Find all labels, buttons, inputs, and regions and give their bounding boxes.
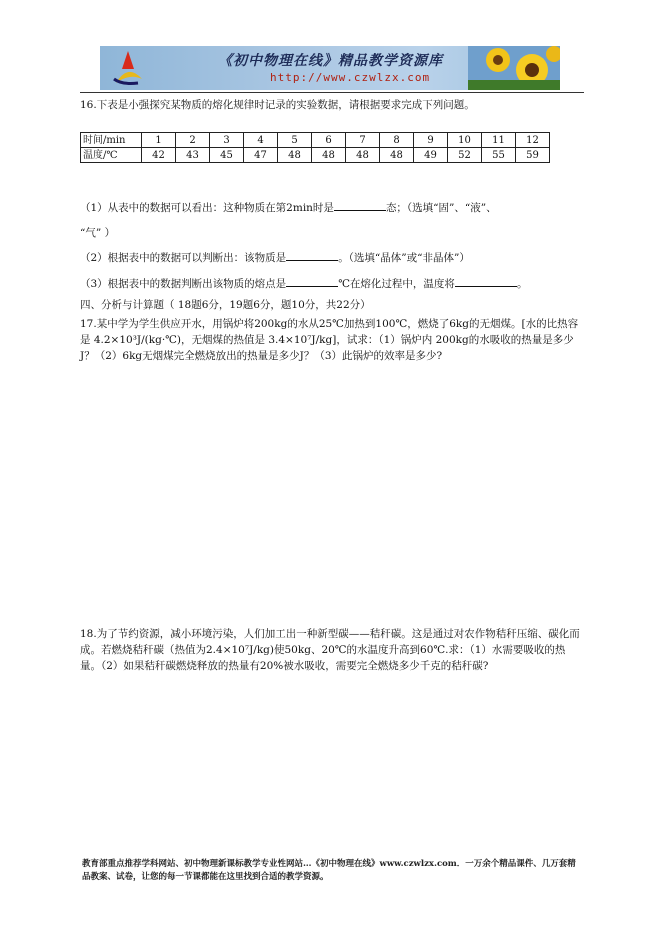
time-cell: 4 [244, 133, 278, 148]
sunflower-icon [468, 46, 560, 90]
temperature-cell: 45 [210, 148, 244, 163]
temperature-cell: 47 [244, 148, 278, 163]
table-row-time [81, 133, 550, 148]
header-rule [80, 92, 584, 93]
q16-sub2-text: （2）根据表中的数据可以判断出：该物质是 [80, 252, 287, 264]
time-cell: 7 [346, 133, 380, 148]
q16-sub1 [80, 200, 497, 215]
site-logo-icon [108, 49, 148, 87]
answer-blank[interactable] [455, 276, 517, 287]
time-cell: 9 [414, 133, 448, 148]
time-cell: 8 [380, 133, 414, 148]
time-cell: 6 [312, 133, 346, 148]
time-cell: 12 [516, 133, 550, 148]
table-row-temperature [81, 148, 550, 163]
time-cell: 10 [448, 133, 482, 148]
banner-url[interactable]: http://www.czwlzx.com [270, 71, 431, 84]
q16-sub3-text: （3）根据表中的数据判断出该物质的熔点是 [80, 278, 287, 290]
header-banner [100, 46, 560, 90]
q18-text: 18.为了节约资源，减小环境污染，人们加工出一种新型碳——秸秆碳。这是通过对农作物秸秆压缩、碳化而成。若燃烧秸秆碳（热值为2.4×10⁷J/kg)使50kg、20℃的水温度升高到60℃.求：（1）水需要吸收的热量。（2）如果秸秆碳燃烧释放的热量有20%被水吸收，需要完全燃烧多少千克的秸秆碳? [80, 628, 580, 672]
answer-blank[interactable] [286, 250, 338, 261]
banner-title: 《初中物理在线》精品教学资源库 [218, 53, 443, 69]
temperature-cell: 42 [142, 148, 176, 163]
time-cell: 11 [482, 133, 516, 148]
answer-blank[interactable] [286, 276, 338, 287]
q16-sub2-text: 。（选填“晶体”或“非晶体”） [338, 252, 470, 264]
q16-sub3-text: ℃在熔化过程中，温度将 [338, 278, 455, 290]
temperature-cell: 52 [448, 148, 482, 163]
melting-data-table [80, 132, 550, 163]
time-label: 时间/min [81, 133, 142, 148]
q16-sub1-cont: “气” ） [80, 227, 116, 239]
temperature-cell: 43 [176, 148, 210, 163]
time-cell: 2 [176, 133, 210, 148]
temperature-cell: 48 [380, 148, 414, 163]
answer-blank[interactable] [334, 200, 386, 211]
page-footer: 教育部重点推荐学科网站、初中物理新课标教学专业性网站…《初中物理在线》www.czwlzx.com．一万余个精品课件、几万套精品教案、试卷，让您的每一节课都能在这里找到合适的教学资源。 [82, 859, 576, 882]
temperature-cell: 55 [482, 148, 516, 163]
q16-sub3-text: 。 [516, 278, 528, 290]
q16-sub1-text: （1）从表中的数据可以看出：这种物质在第2min时是 [80, 202, 334, 214]
section-heading: 四、分析与计算题（ 18题6分，19题6分，题10分，共22分） [80, 299, 371, 311]
q16-sub1-text: 态；（选填“固”、“液”、 [385, 202, 497, 214]
temperature-label: 温度/℃ [81, 148, 142, 163]
temperature-cell: 48 [312, 148, 346, 163]
temperature-cell: 48 [278, 148, 312, 163]
time-cell: 3 [210, 133, 244, 148]
q16-sub2 [80, 250, 470, 265]
time-cell: 5 [278, 133, 312, 148]
q17-text: 17.某中学为学生供应开水，用锅炉将200kg的水从25℃加热到100℃，燃烧了6kg的无烟煤。[水的比热容是 4.2×10³J/(kg·℃)，无烟煤的热值是 3.4×10⁷J/kg]，试求：（1）锅炉内 200kg的水吸收的热量是多少J？（2）6kg无烟煤完全燃烧放出的热量是多少J？（3）此锅炉的效率是多少? [80, 318, 579, 362]
temperature-cell: 49 [414, 148, 448, 163]
time-cell: 1 [142, 133, 176, 148]
temperature-cell: 48 [346, 148, 380, 163]
temperature-cell: 59 [516, 148, 550, 163]
q16-stem: 16.下表是小强探究某物质的熔化规律时记录的实验数据，请根据要求完成下列问题。 [80, 99, 475, 111]
q16-sub3 [80, 276, 527, 291]
